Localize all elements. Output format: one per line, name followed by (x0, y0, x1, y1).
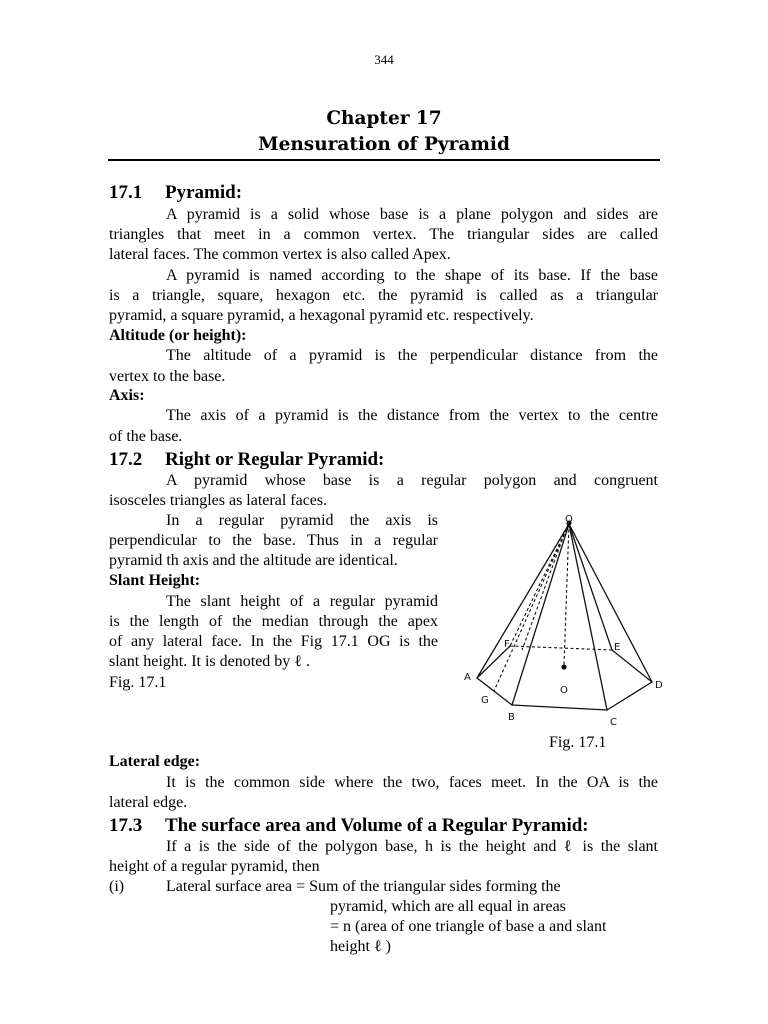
paragraph-line: It is the common side where the two, faces meet. In the OA is the (166, 774, 658, 791)
paragraph-line: of the base. (109, 428, 183, 445)
paragraph-line: height of a regular pyramid, then (109, 858, 320, 875)
paragraph-line: vertex to the base. (109, 368, 226, 385)
paragraph-line: triangles that meet in a common vertex. The triangular sides are called (109, 226, 658, 243)
subheading-axis: Axis: (109, 387, 145, 404)
slant-height-og (494, 524, 569, 691)
chapter-title: Mensuration of Pyramid (258, 134, 510, 155)
section-title: Pyramid: (165, 182, 243, 203)
base-edge-bc (512, 705, 607, 710)
base-edge-de (612, 650, 652, 682)
label-c: C (610, 717, 617, 728)
section-title: The surface area and Volume of a Regular Pyramid: (165, 815, 589, 836)
paragraph-line: A pyramid is a solid whose base is a plane polygon and sides are (166, 206, 658, 223)
label-g: G (481, 695, 489, 706)
section-title: Right or Regular Pyramid: (165, 449, 385, 470)
subheading-slant-height: Slant Height: (109, 572, 201, 589)
base-edge-cd (607, 682, 652, 710)
section-number: 17.3 (109, 815, 143, 836)
section-heading-17-2 (109, 449, 384, 471)
label-apex: O (565, 514, 573, 525)
hidden-median (522, 524, 568, 650)
paragraph-line: A pyramid whose base is a regular polygon and congruent (166, 472, 658, 489)
axis-line (564, 524, 569, 665)
paragraph-line: A pyramid is named according to the shape of its base. If the base (166, 267, 658, 284)
list-item-line: height ℓ ) (330, 938, 391, 955)
hidden-edge-fe (510, 646, 612, 650)
paragraph-line: If a is the side of the polygon base, h is the height and ℓ is the slant (166, 838, 658, 855)
figure-reference: Fig. 17.1 (109, 674, 167, 691)
section-heading-17-1 (109, 182, 242, 204)
list-item-line: = n (area of one triangle of base a and slant (330, 918, 607, 935)
paragraph-line: pyramid th axis and the altitude are identical. (109, 552, 398, 569)
title-divider (108, 159, 660, 161)
paragraph-line: lateral edge. (109, 794, 188, 811)
section-number: 17.2 (109, 449, 143, 470)
paragraph-line: of any lateral face. In the Fig 17.1 OG is the (109, 633, 438, 650)
paragraph-line: slant height. It is denoted by ℓ . (109, 653, 310, 670)
figure-caption: Fig. 17.1 (549, 734, 607, 751)
label-f: F (504, 639, 510, 650)
paragraph-line: is a triangle, square, hexagon etc. the pyramid is called as a triangular (109, 287, 658, 304)
subheading-lateral-edge: Lateral edge: (109, 753, 201, 770)
paragraph-line: isosceles triangles as lateral faces. (109, 492, 328, 509)
label-e: E (614, 642, 621, 653)
paragraph-line: is the length of the median through the apex (109, 613, 438, 630)
paragraph-line: lateral faces. The common vertex is also called Apex. (109, 246, 451, 263)
center-point (561, 664, 566, 669)
paragraph-line: perpendicular to the base. Thus in a regular (109, 532, 438, 549)
list-item-line: pyramid, which are all equal in areas (330, 898, 566, 915)
lateral-edge-od (569, 524, 652, 682)
paragraph-line: pyramid, a square pyramid, a hexagonal pyramid etc. respectively. (109, 307, 534, 324)
label-d: D (655, 680, 663, 691)
section-number: 17.1 (109, 182, 143, 203)
list-label: (i) (109, 878, 125, 895)
label-b: B (508, 712, 515, 723)
pyramid-figure (462, 510, 702, 740)
section-heading-17-3 (109, 815, 589, 837)
subheading-altitude: Altitude (or height): (109, 327, 247, 344)
paragraph-line: In a regular pyramid the axis is (166, 512, 438, 529)
page-number: 344 (374, 52, 394, 67)
label-a: A (464, 672, 471, 683)
lateral-edge-ob (512, 524, 569, 705)
paragraph-line: The slant height of a regular pyramid (166, 593, 438, 610)
lateral-edge-oa (477, 524, 569, 678)
paragraph-line: The axis of a pyramid is the distance from the vertex to the centre (166, 407, 658, 424)
paragraph-line: The altitude of a pyramid is the perpendicular distance from the (166, 347, 658, 364)
chapter-number: Chapter 17 (326, 108, 442, 129)
hidden-edge-of (510, 524, 569, 646)
list-item-line: Lateral surface area = Sum of the triangular sides forming the (166, 878, 561, 895)
label-center: O (560, 685, 568, 696)
